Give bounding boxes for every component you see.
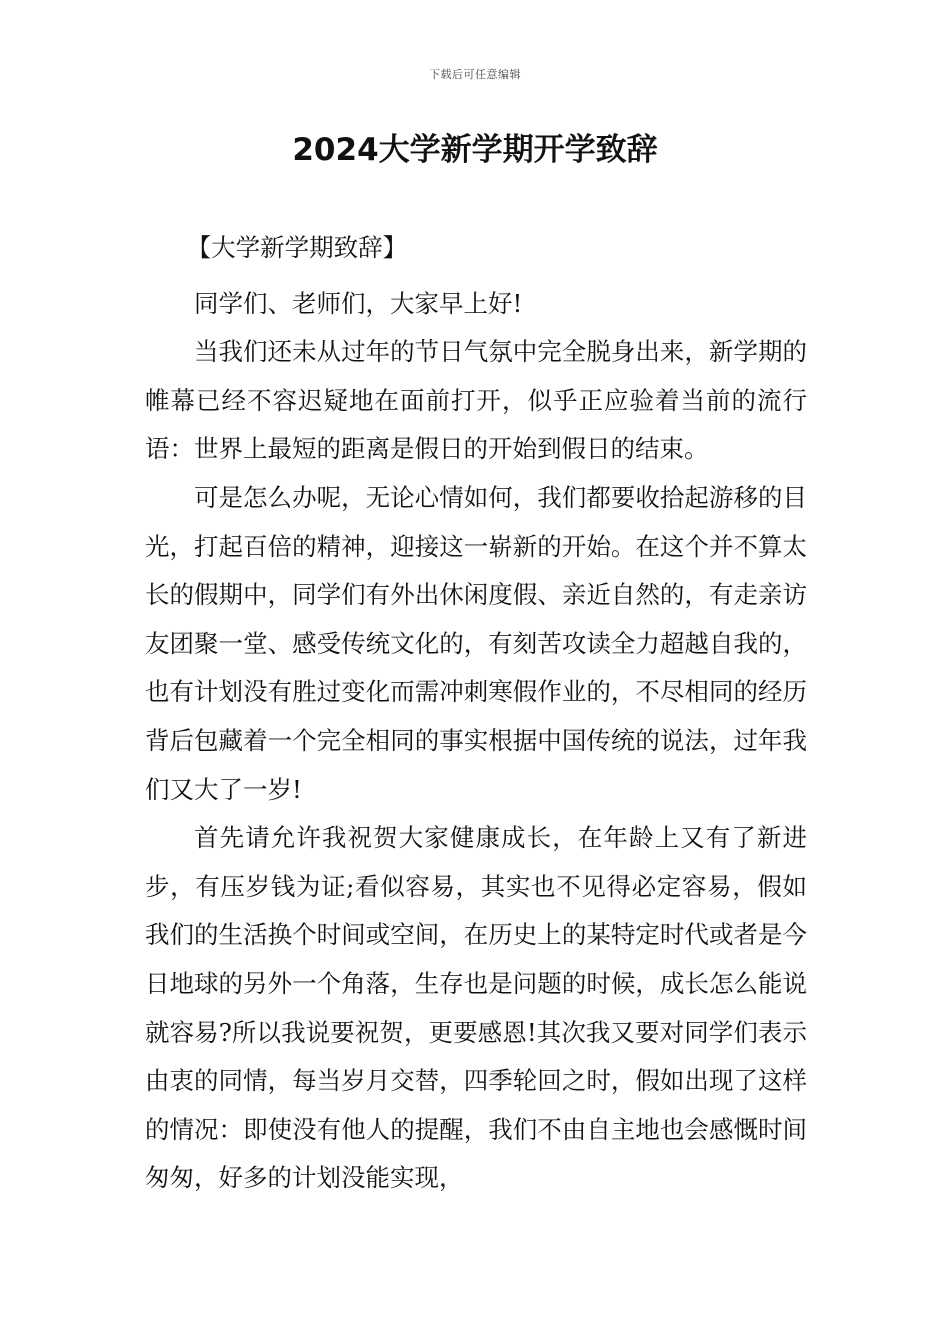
page-header-note: 下载后可任意编辑 [429, 68, 521, 81]
document-title: 2024大学新学期开学致辞 [292, 132, 658, 168]
document-body [145, 224, 807, 1203]
paragraph: 可是怎么办呢，无论心情如何，我们都要收拾起游移的目光，打起百倍的精神，迎接这一崭新的开始。在这个并不算太长的假期中，同学们有外出休闲度假、亲近自然的，有走亲访友团聚一堂、感受传统文化的，有刻苦攻读全力超越自我的，也有计划没有胜过变化而需冲刺寒假作业的，不尽相同的经历背后包藏着一个完全相同的事实根据中国传统的说法，过年我们又大了一岁! [145, 482, 807, 804]
paragraph: 首先请允许我祝贺大家健康成长，在年龄上又有了新进步，有压岁钱为证;看似容易，其实也不见得必定容易，假如我们的生活换个时间或空间，在历史上的某特定时代或者是今日地球的另外一个角落，生存也是问题的时候，成长怎么能说就容易?所以我说要祝贺，更要感恩!其次我又要对同学们表示由衷的同情，每当岁月交替，四季轮回之时，假如出现了这样的情况：即使没有他人的提醒，我们不由自主地也会感慨时间匆匆，好多的计划没能实现， [145, 823, 807, 1193]
paragraph: 当我们还未从过年的节日气氛中完全脱身出来，新学期的帷幕已经不容迟疑地在面前打开，似乎正应验着当前的流行语：世界上最短的距离是假日的开始到假日的结束。 [145, 337, 807, 464]
section-heading: 【大学新学期致辞】 [186, 233, 408, 262]
paragraph-greeting: 同学们、老师们，大家早上好! [194, 288, 523, 318]
